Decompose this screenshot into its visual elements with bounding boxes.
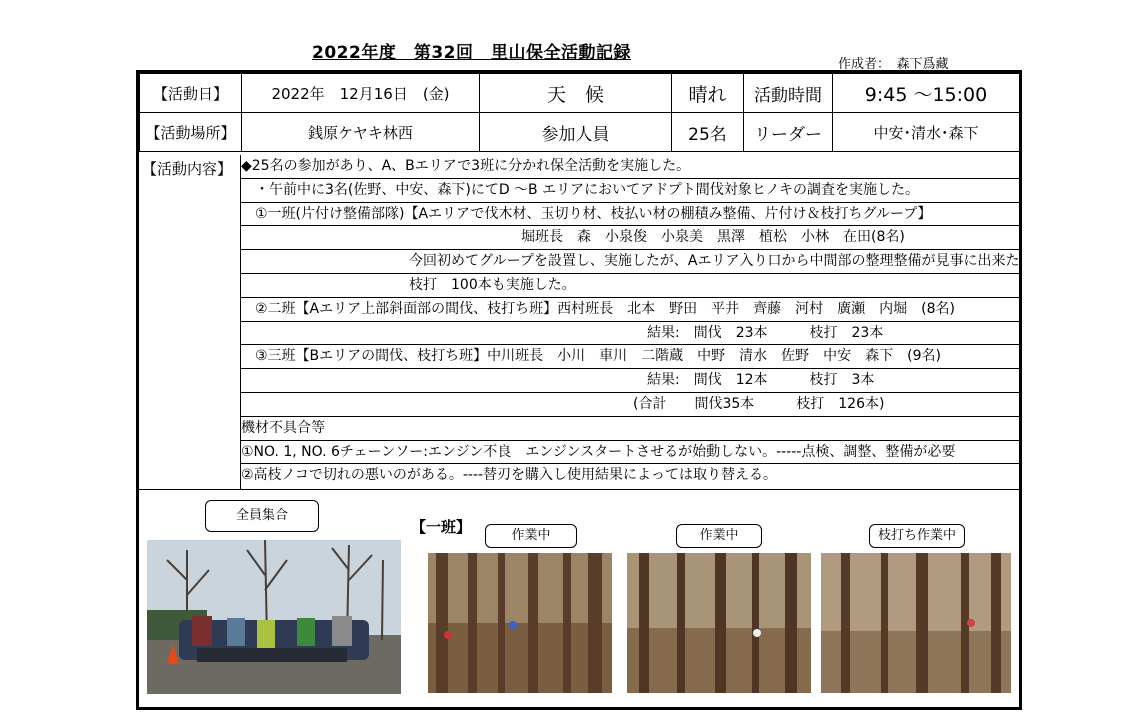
content-line: ◆25名の参加があり、A、Bエリアで3班に分かれ保全活動を実施した。 bbox=[241, 155, 1019, 179]
header-row-date bbox=[140, 74, 1020, 113]
content-line: 今回初めてグループを設置し、実施したが、Aエリア入り口から中間部の整理整備が見事に出来た bbox=[241, 250, 1019, 274]
content-line: ①一班(片付け整備部隊)【Aエリアで伐木材、玉切り材、枝払い材の棚積み整備、片付け＆枝打ちグループ】 bbox=[241, 203, 1019, 227]
leader-label: リーダー bbox=[744, 113, 833, 152]
photo-caption-2: 作業中 bbox=[676, 524, 762, 548]
count-label: 参加人員 bbox=[480, 113, 672, 152]
content-line: ①NO. 1, NO. 6チェーンソー:エンジン不良 エンジンスタートさせるが始動しない。-----点検、調整、整備が必要 bbox=[241, 441, 1019, 465]
content-line: 枝打 100本も実施した。 bbox=[241, 274, 1019, 298]
photo-caption-1: 作業中 bbox=[485, 524, 577, 548]
content-line: ・午前中に3名(佐野、中安、森下)にてD ～B エリアにおいてアドプト間伐対象ヒノキの調査を実施した。 bbox=[241, 179, 1019, 203]
content-line: 結果: 間伐 23本 枝打 23本 bbox=[241, 322, 1019, 346]
place-label: 【活動場所】 bbox=[140, 113, 242, 152]
content-lines bbox=[241, 155, 1019, 488]
document-title: 2022年度 第32回 里山保全活動記録 bbox=[312, 43, 631, 63]
photo-caption-3: 枝打ち作業中 bbox=[869, 524, 965, 548]
work-photo-3 bbox=[821, 553, 1011, 693]
work-photo-1 bbox=[428, 553, 612, 693]
content-line: 機材不具合等 bbox=[241, 417, 1019, 441]
content-line: (合計 間伐35本 枝打 126本) bbox=[241, 393, 1019, 417]
author-line: 作成者： 森下爲藏 bbox=[838, 57, 949, 72]
photo-section bbox=[139, 489, 1019, 720]
time-label: 活動時間 bbox=[744, 74, 833, 113]
weather-label: 天 候 bbox=[480, 74, 672, 113]
date-label: 【活動日】 bbox=[140, 74, 242, 113]
section-label-team1: 【一班】 bbox=[411, 518, 472, 536]
record-frame bbox=[136, 70, 1022, 710]
content-label: 【活動内容】 bbox=[139, 155, 241, 489]
content-line: ②二班【Aエリア上部斜面部の間伐、枝打ち班】西村班長 北本 野田 平井 齊藤 河村 廣瀬 内堀 (8名) bbox=[241, 298, 1019, 322]
place-value: 銭原ケヤキ林西 bbox=[242, 113, 480, 152]
time-value: 9:45 ～15:00 bbox=[833, 74, 1020, 113]
content-line: 結果: 間伐 12本 枝打 3本 bbox=[241, 369, 1019, 393]
header-table bbox=[139, 73, 1020, 152]
group-photo-caption: 全員集合 bbox=[205, 500, 319, 532]
group-photo bbox=[147, 540, 401, 694]
date-value: 2022年 12月16日 (金) bbox=[242, 74, 480, 113]
leader-value: 中安･清水･森下 bbox=[833, 113, 1020, 152]
count-value: 25名 bbox=[672, 113, 744, 152]
header-row-place bbox=[140, 113, 1020, 152]
work-photo-2 bbox=[627, 553, 811, 693]
activity-content bbox=[139, 155, 1019, 489]
content-line: 堀班長 森 小泉俊 小泉美 黒澤 植松 小林 在田(8名) bbox=[241, 226, 1019, 250]
content-line: ③三班【Bエリアの間伐、枝打ち班】中川班長 小川 車川 二階蔵 中野 清水 佐野 中安 森下 (9名) bbox=[241, 345, 1019, 369]
content-line: ②高枝ノコで切れの悪いのがある。----替刃を購入し使用結果によっては取り替える。 bbox=[241, 467, 778, 484]
weather-value: 晴れ bbox=[672, 74, 744, 113]
